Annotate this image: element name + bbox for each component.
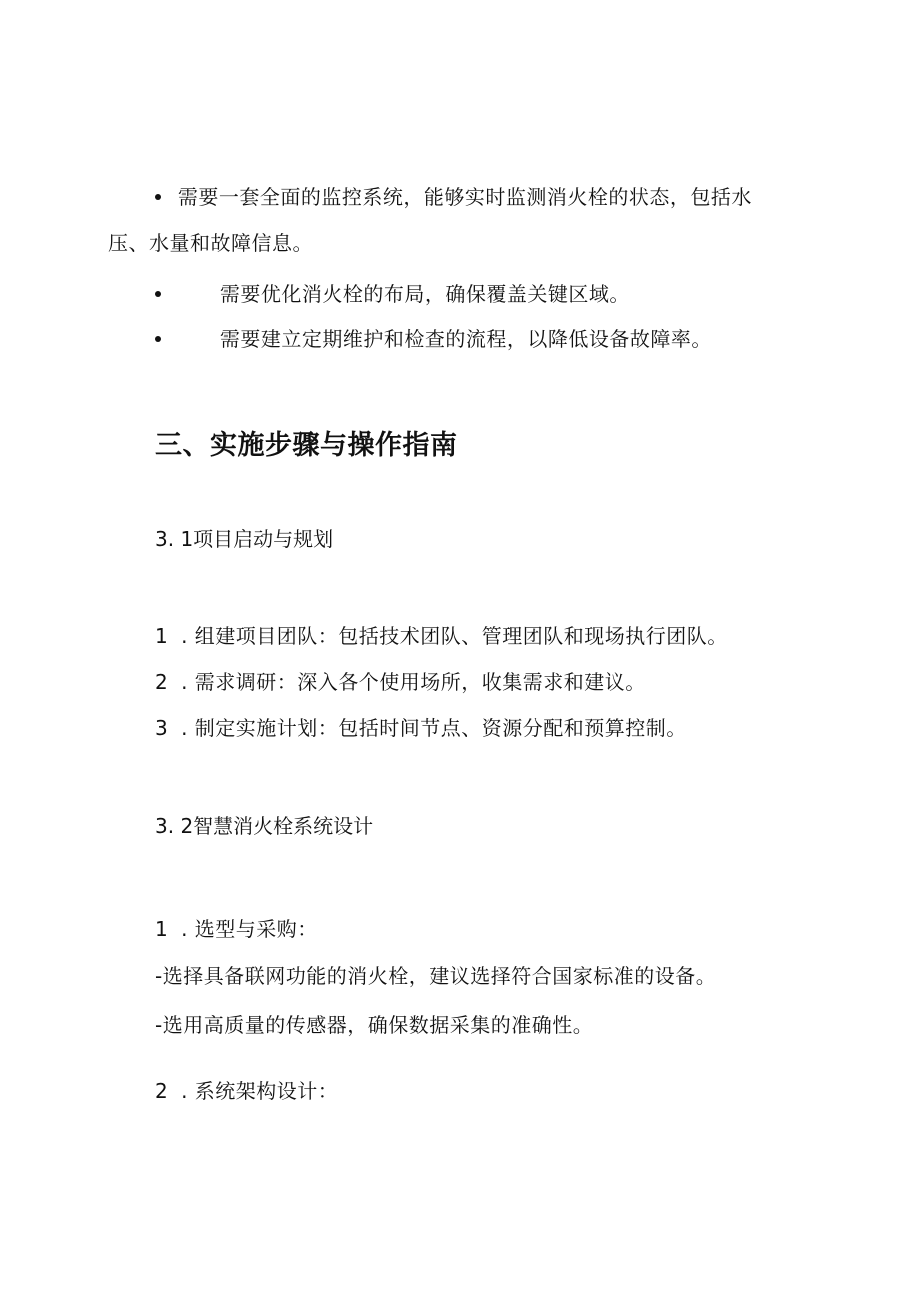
design-detail-1: -选择具备联网功能的消火栓，建议选择符合国家标准的设备。 (155, 964, 717, 988)
plan-item-2 (155, 668, 646, 696)
requirement-bullet-2 (155, 280, 630, 308)
plan-item-2-text: . 需求调研：深入各个使用场所，收集需求和建议。 (181, 670, 646, 694)
requirement-bullet-3 (155, 325, 712, 353)
design-item-1 (155, 915, 318, 943)
plan-item-2-number: 2 (155, 670, 169, 694)
bullet-icon (155, 291, 161, 297)
bullet-icon (155, 194, 161, 200)
design-item-1-text: . 选型与采购： (181, 917, 318, 941)
design-detail-2: -选用高质量的传感器，确保数据采集的准确性。 (155, 1013, 594, 1037)
plan-item-3 (155, 714, 687, 742)
subsection-3-2-title: 3. 2智慧消火栓系统设计 (155, 814, 374, 838)
plan-item-3-number: 3 (155, 716, 169, 740)
design-item-2-number: 2 (155, 1079, 169, 1103)
design-item-1-number: 1 (155, 917, 169, 941)
requirement-bullet-3-text: 需要建立定期维护和检查的流程，以降低设备故障率。 (219, 327, 712, 351)
requirement-bullet-2-text: 需要优化消火栓的布局，确保覆盖关键区域。 (219, 282, 630, 306)
design-item-2-text: . 系统架构设计： (181, 1079, 339, 1103)
plan-item-1 (155, 622, 728, 650)
plan-item-1-number: 1 (155, 624, 169, 648)
requirement-bullet-1-continued: 压、水量和故障信息。 (108, 231, 313, 255)
plan-item-3-text: . 制定实施计划：包括时间节点、资源分配和预算控制。 (181, 716, 687, 740)
section-3-title: 三、实施步骤与操作指南 (155, 430, 458, 461)
plan-item-1-text: . 组建项目团队：包括技术团队、管理团队和现场执行团队。 (181, 624, 728, 648)
requirement-bullet-1 (155, 183, 752, 211)
requirement-bullet-1-text: 需要一套全面的监控系统，能够实时监测消火栓的状态，包括水 (177, 185, 752, 209)
subsection-3-1-title: 3. 1项目启动与规划 (155, 527, 334, 551)
design-item-2 (155, 1077, 338, 1105)
bullet-icon (155, 336, 161, 342)
